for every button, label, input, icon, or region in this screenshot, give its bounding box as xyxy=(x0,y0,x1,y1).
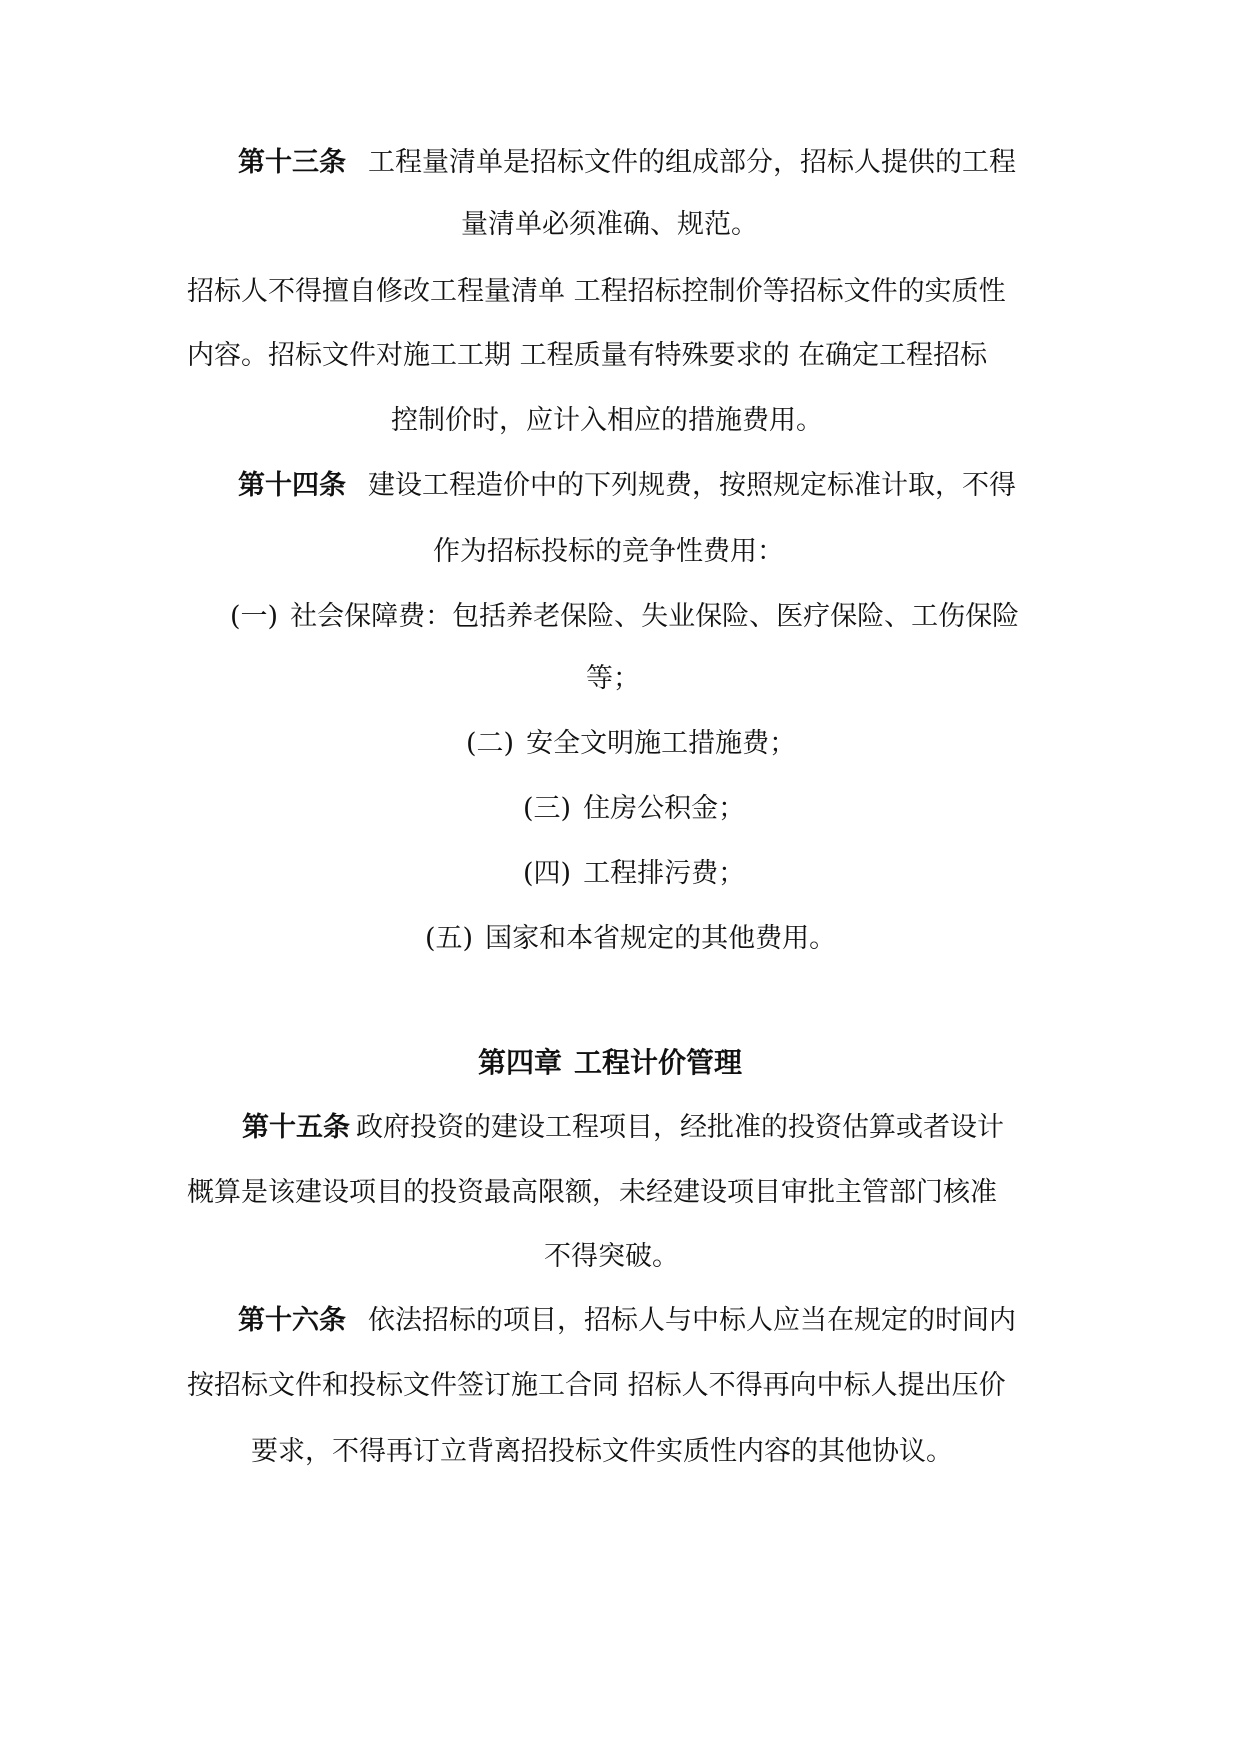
article-13-text-1: 工程量清单是招标文件的组成部分，招标人提供的工程 xyxy=(368,147,1016,178)
list-item-1-text: 社会保障费：包括养老保险、失业保险、医疗保险、工伤保险 xyxy=(290,601,1020,632)
list-item-4-text: 工程排污费； xyxy=(583,858,746,889)
chapter-title: 工程计价管理 xyxy=(574,1046,743,1079)
list-item-1-continuation xyxy=(586,659,640,699)
list-item-2-text: 安全文明施工措施费； xyxy=(526,728,797,759)
list-item-1-text-cont: 等； xyxy=(586,663,640,694)
article-15-line-2 xyxy=(187,1173,997,1213)
article-15-text-2: 概算是该建设项目的投资最高限额，未经建设项目审批主管部门核准 xyxy=(187,1177,997,1208)
article-13-line-3 xyxy=(187,272,1006,312)
article-15-text-1: 政府投资的建设工程项目，经批准的投资估算或者设计 xyxy=(356,1112,1004,1143)
article-13-text-3: 招标人不得擅自修改工程量清单 工程招标控制价等招标文件的实质性 xyxy=(187,276,1006,307)
article-16-label: 第十六条 xyxy=(238,1305,346,1336)
article-16-line-1 xyxy=(238,1301,1016,1341)
list-item-5-number: (五) xyxy=(425,923,474,954)
list-item-1 xyxy=(230,597,1019,637)
article-15-line-3 xyxy=(544,1237,679,1277)
article-15-label: 第十五条 xyxy=(242,1112,350,1143)
list-item-4-number: (四) xyxy=(523,858,572,889)
article-16-text-2: 按招标文件和投标文件签订施工合同 招标人不得再向中标人提出压价 xyxy=(187,1370,1006,1401)
article-16-text-3: 要求，不得再订立背离招投标文件实质性内容的其他协议。 xyxy=(251,1436,953,1467)
article-14-line-1 xyxy=(238,466,1016,506)
article-14-text-1: 建设工程造价中的下列规费，按照规定标准计取，不得 xyxy=(368,470,1016,501)
article-16-line-3 xyxy=(251,1432,953,1472)
article-15-line-1 xyxy=(242,1108,1004,1148)
list-item-2-number: (二) xyxy=(466,728,515,759)
article-13-text-4: 内容。招标文件对施工工期 工程质量有特殊要求的 在确定工程招标 xyxy=(187,340,988,371)
list-item-3 xyxy=(523,789,745,829)
list-item-2 xyxy=(466,724,796,764)
article-14-line-2 xyxy=(433,532,784,572)
article-13-line-2 xyxy=(461,205,758,245)
article-16-line-2 xyxy=(187,1366,1006,1406)
chapter-label: 第四章 xyxy=(478,1046,563,1079)
list-item-1-number: (一) xyxy=(230,601,279,632)
article-13-text-5: 控制价时，应计入相应的措施费用。 xyxy=(391,405,823,436)
article-14-text-2: 作为招标投标的竞争性费用： xyxy=(433,536,784,567)
list-item-5-text: 国家和本省规定的其他费用。 xyxy=(485,923,837,954)
chapter-heading xyxy=(478,1043,742,1083)
article-13-label: 第十三条 xyxy=(238,147,346,178)
article-13-line-1 xyxy=(238,143,1016,183)
list-item-4 xyxy=(523,854,745,894)
article-13-text-2: 量清单必须准确、规范。 xyxy=(461,209,758,240)
article-13-line-4 xyxy=(187,336,987,376)
article-13-line-5 xyxy=(391,401,823,441)
article-15-text-3: 不得突破。 xyxy=(544,1241,679,1272)
article-14-label: 第十四条 xyxy=(238,470,346,501)
list-item-3-text: 住房公积金； xyxy=(583,793,746,824)
list-item-5 xyxy=(425,919,836,959)
article-16-text-1: 依法招标的项目，招标人与中标人应当在规定的时间内 xyxy=(368,1305,1016,1336)
list-item-3-number: (三) xyxy=(523,793,572,824)
